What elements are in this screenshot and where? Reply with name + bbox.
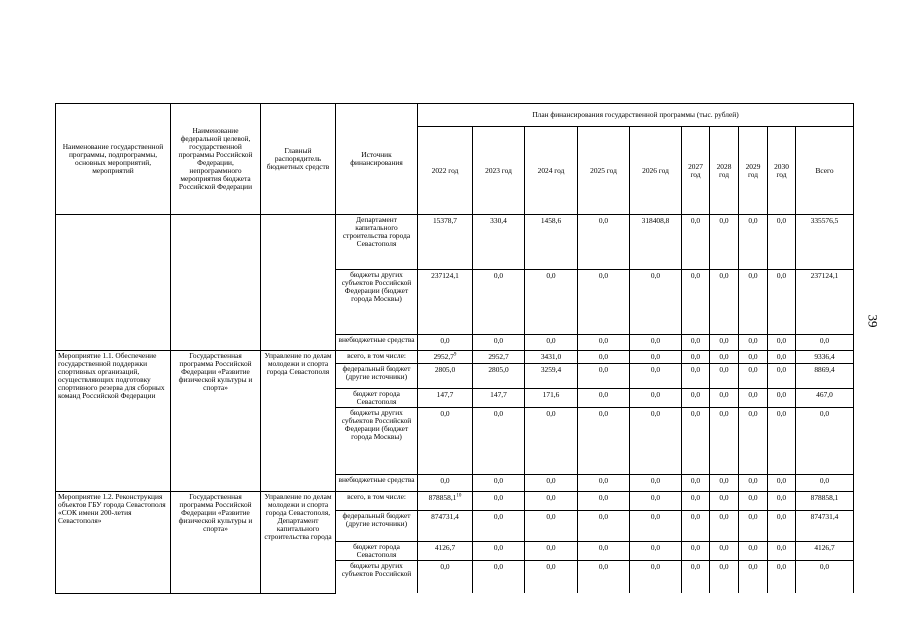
header-year-6: 2028 год bbox=[710, 127, 739, 215]
value-cell: 2805,0 bbox=[473, 364, 525, 389]
value-cell: 0,0 bbox=[578, 389, 630, 408]
value-cell: 0,0 bbox=[682, 389, 710, 408]
value-cell: 878858,1$^{10}$ bbox=[418, 492, 473, 511]
value-cell: 0,0 bbox=[768, 335, 796, 351]
value-cell: 330,4 bbox=[473, 215, 525, 270]
value-cell: 0,0 bbox=[682, 270, 710, 335]
value-cell: 0,0 bbox=[630, 492, 682, 511]
value-cell: 0,0 bbox=[525, 475, 578, 492]
value-cell: 2952,7 bbox=[473, 351, 525, 364]
federal-program bbox=[171, 215, 261, 351]
value-cell: 874731,4 bbox=[796, 511, 854, 542]
value-cell: 0,0 bbox=[682, 364, 710, 389]
value-cell: 0,0 bbox=[682, 542, 710, 561]
value-cell: 0,0 bbox=[630, 364, 682, 389]
value-cell: 0,0 bbox=[739, 492, 768, 511]
header-federal-program: Наименование федеральной целевой, государственной программы Российской Федерации, непрограммного мероприятия бюджета Российской Федерации bbox=[171, 104, 261, 215]
value-cell: 0,0 bbox=[630, 511, 682, 542]
value-cell: 0,0 bbox=[578, 270, 630, 335]
value-cell: 0,0 bbox=[768, 364, 796, 389]
value-cell: 0,0 bbox=[578, 408, 630, 475]
value-cell: 0,0 bbox=[682, 511, 710, 542]
header-budget-manager: Главный распорядитель бюджетных средств bbox=[261, 104, 336, 215]
value-cell: 2805,0 bbox=[418, 364, 473, 389]
value-cell: 15378,7 bbox=[418, 215, 473, 270]
value-cell: 3259,4 bbox=[525, 364, 578, 389]
value-cell: 0,0 bbox=[710, 542, 739, 561]
header-year-7: 2029 год bbox=[739, 127, 768, 215]
value-cell: 0,0 bbox=[710, 389, 739, 408]
measure-name bbox=[56, 215, 171, 351]
funding-source: бюджет города Севастополя bbox=[336, 389, 418, 408]
value-cell: 0,0 bbox=[578, 215, 630, 270]
budget-manager: Управление по делам молодежи и спорта города Севастополя, Департамент капитального строительства города bbox=[261, 492, 336, 594]
value-cell: 0,0 bbox=[418, 475, 473, 492]
funding-source: Департамент капитального строительства города Севастополя bbox=[336, 215, 418, 270]
value-cell: 0,0 bbox=[739, 408, 768, 475]
value-cell: 0,0 bbox=[739, 215, 768, 270]
value-cell: 0,0 bbox=[768, 351, 796, 364]
value-cell: 335576,5 bbox=[796, 215, 854, 270]
value-cell: 0,0 bbox=[739, 389, 768, 408]
value-cell: 171,6 bbox=[525, 389, 578, 408]
value-cell: 0,0 bbox=[682, 351, 710, 364]
value-cell: 0,0 bbox=[525, 408, 578, 475]
value-cell: 0,0 bbox=[796, 408, 854, 475]
federal-program: Государственная программа Российской Федерации «Развитие физической культуры и спорта» bbox=[171, 351, 261, 492]
value-cell: 0,0 bbox=[739, 561, 768, 594]
value-cell: 467,0 bbox=[796, 389, 854, 408]
value-cell: 0,0 bbox=[796, 475, 854, 492]
value-cell: 0,0 bbox=[739, 351, 768, 364]
value-cell: 2952,7$^9$ bbox=[418, 351, 473, 364]
funding-source: бюджет города Севастополя bbox=[336, 542, 418, 561]
measure-name: Мероприятие 1.1. Обеспечение государственной поддержки спортивных организаций, осуществляющих подготовку спортивного резерва для сборных команд Российской Федерации bbox=[56, 351, 171, 492]
value-cell: 318408,8 bbox=[630, 215, 682, 270]
value-cell: 3431,0 bbox=[525, 351, 578, 364]
funding-source: бюджеты других субъектов Российской Федерации (бюджет города Москвы) bbox=[336, 408, 418, 475]
value-cell: 0,0 bbox=[768, 408, 796, 475]
value-cell: 0,0 bbox=[473, 492, 525, 511]
header-year-1: 2023 год bbox=[473, 127, 525, 215]
value-cell: 0,0 bbox=[630, 351, 682, 364]
page-number: 39 bbox=[865, 314, 881, 328]
value-cell: 0,0 bbox=[768, 215, 796, 270]
value-cell: 0,0 bbox=[578, 351, 630, 364]
value-cell: 0,0 bbox=[710, 215, 739, 270]
value-cell: 0,0 bbox=[630, 475, 682, 492]
value-cell: 0,0 bbox=[682, 215, 710, 270]
measure-name: Мероприятие 1.2. Реконструкция объектов ГБУ города Севастополя «СОК имени 200-летия Севастополя» bbox=[56, 492, 171, 594]
value-cell: 0,0 bbox=[525, 492, 578, 511]
header-row-1 bbox=[56, 104, 854, 127]
value-cell: 0,0 bbox=[739, 364, 768, 389]
value-cell: 0,0 bbox=[578, 364, 630, 389]
header-program-name: Наименование государственной программы, подпрограммы, основных мероприятий, мероприятий bbox=[56, 104, 171, 215]
funding-source: бюджеты других субъектов Российской Федерации (бюджет города Москвы) bbox=[336, 270, 418, 335]
value-cell: 0,0 bbox=[796, 561, 854, 594]
footnote-mark: 9 bbox=[453, 352, 457, 358]
table-row bbox=[56, 351, 854, 364]
value-cell: 0,0 bbox=[525, 542, 578, 561]
funding-source: всего, в том числе: bbox=[336, 351, 418, 364]
funding-source: внебюджетные средства bbox=[336, 475, 418, 492]
value-cell: 0,0 bbox=[630, 389, 682, 408]
value-cell: 0,0 bbox=[578, 511, 630, 542]
value-cell: 237124,1 bbox=[418, 270, 473, 335]
header-year-3: 2025 год bbox=[578, 127, 630, 215]
value-cell: 0,0 bbox=[682, 335, 710, 351]
value-cell: 1458,6 bbox=[525, 215, 578, 270]
value-cell: 0,0 bbox=[578, 542, 630, 561]
value-cell: 9336,4 bbox=[796, 351, 854, 364]
value-cell: 0,0 bbox=[710, 335, 739, 351]
value-cell: 0,0 bbox=[739, 542, 768, 561]
value-cell: 0,0 bbox=[739, 511, 768, 542]
value-cell: 0,0 bbox=[682, 561, 710, 594]
value-cell: 4126,7 bbox=[796, 542, 854, 561]
value-cell: 0,0 bbox=[630, 270, 682, 335]
budget-manager: Управление по делам молодежи и спорта города Севастополя bbox=[261, 351, 336, 492]
value-cell: 0,0 bbox=[418, 561, 473, 594]
value-cell: 0,0 bbox=[682, 492, 710, 511]
value-cell: 0,0 bbox=[630, 561, 682, 594]
value-cell: 874731,4 bbox=[418, 511, 473, 542]
value-cell: 0,0 bbox=[525, 511, 578, 542]
table-row bbox=[56, 492, 854, 511]
funding-source: всего, в том числе: bbox=[336, 492, 418, 511]
value-cell: 0,0 bbox=[710, 408, 739, 475]
value-cell: 0,0 bbox=[682, 408, 710, 475]
financing-table bbox=[55, 103, 854, 594]
value-cell: 0,0 bbox=[525, 561, 578, 594]
value-cell: 0,0 bbox=[768, 511, 796, 542]
value-cell: 0,0 bbox=[578, 335, 630, 351]
funding-source: федеральный бюджет (другие источники) bbox=[336, 364, 418, 389]
value-cell: 8869,4 bbox=[796, 364, 854, 389]
value-cell: 0,0 bbox=[710, 511, 739, 542]
header-year-0: 2022 год bbox=[418, 127, 473, 215]
header-plan-title: План финансирования государственной программы (тыс. рублей) bbox=[418, 104, 854, 127]
value-cell: 0,0 bbox=[796, 335, 854, 351]
value-cell: 0,0 bbox=[739, 475, 768, 492]
header-year-4: 2026 год bbox=[630, 127, 682, 215]
value-cell: 0,0 bbox=[578, 561, 630, 594]
value-cell: 0,0 bbox=[739, 335, 768, 351]
value-cell: 147,7 bbox=[473, 389, 525, 408]
value-cell: 0,0 bbox=[710, 351, 739, 364]
value-cell: 4126,7 bbox=[418, 542, 473, 561]
value-cell: 0,0 bbox=[768, 270, 796, 335]
value-cell: 878858,1 bbox=[796, 492, 854, 511]
footnote-mark: 10 bbox=[456, 493, 462, 499]
value-cell: 0,0 bbox=[418, 335, 473, 351]
value-cell: 237124,1 bbox=[796, 270, 854, 335]
value-cell: 0,0 bbox=[473, 561, 525, 594]
value-cell: 0,0 bbox=[710, 270, 739, 335]
value-cell: 0,0 bbox=[630, 542, 682, 561]
value-cell: 0,0 bbox=[525, 335, 578, 351]
value-cell: 0,0 bbox=[768, 389, 796, 408]
value-cell: 0,0 bbox=[473, 542, 525, 561]
funding-source: федеральный бюджет (другие источники) bbox=[336, 511, 418, 542]
funding-source: внебюджетные средства bbox=[336, 335, 418, 351]
funding-source: бюджеты других субъектов Российской bbox=[336, 561, 418, 594]
value-cell: 0,0 bbox=[710, 492, 739, 511]
value-cell: 0,0 bbox=[418, 408, 473, 475]
value-cell: 0,0 bbox=[525, 270, 578, 335]
value-cell: 0,0 bbox=[578, 492, 630, 511]
value-cell: 0,0 bbox=[739, 270, 768, 335]
table-row bbox=[56, 215, 854, 270]
value-cell: 0,0 bbox=[710, 364, 739, 389]
value-cell: 0,0 bbox=[578, 475, 630, 492]
value-cell: 0,0 bbox=[768, 542, 796, 561]
header-year-8: 2030 год bbox=[768, 127, 796, 215]
value-cell: 0,0 bbox=[473, 408, 525, 475]
value-cell: 0,0 bbox=[710, 561, 739, 594]
value-cell: 0,0 bbox=[768, 561, 796, 594]
value-cell: 0,0 bbox=[473, 511, 525, 542]
value-cell: 0,0 bbox=[630, 335, 682, 351]
budget-manager bbox=[261, 215, 336, 351]
federal-program: Государственная программа Российской Федерации «Развитие физической культуры и спорта» bbox=[171, 492, 261, 594]
header-year-9: Всего bbox=[796, 127, 854, 215]
value-cell: 0,0 bbox=[768, 492, 796, 511]
value-cell: 0,0 bbox=[710, 475, 739, 492]
value-cell: 0,0 bbox=[473, 335, 525, 351]
value-cell: 0,0 bbox=[473, 270, 525, 335]
header-funding-source: Источник финансирования bbox=[336, 104, 418, 215]
value-cell: 0,0 bbox=[768, 475, 796, 492]
header-year-5: 2027 год bbox=[682, 127, 710, 215]
value-cell: 147,7 bbox=[418, 389, 473, 408]
value-cell: 0,0 bbox=[630, 408, 682, 475]
value-cell: 0,0 bbox=[473, 475, 525, 492]
header-year-2: 2024 год bbox=[525, 127, 578, 215]
value-cell: 0,0 bbox=[682, 475, 710, 492]
